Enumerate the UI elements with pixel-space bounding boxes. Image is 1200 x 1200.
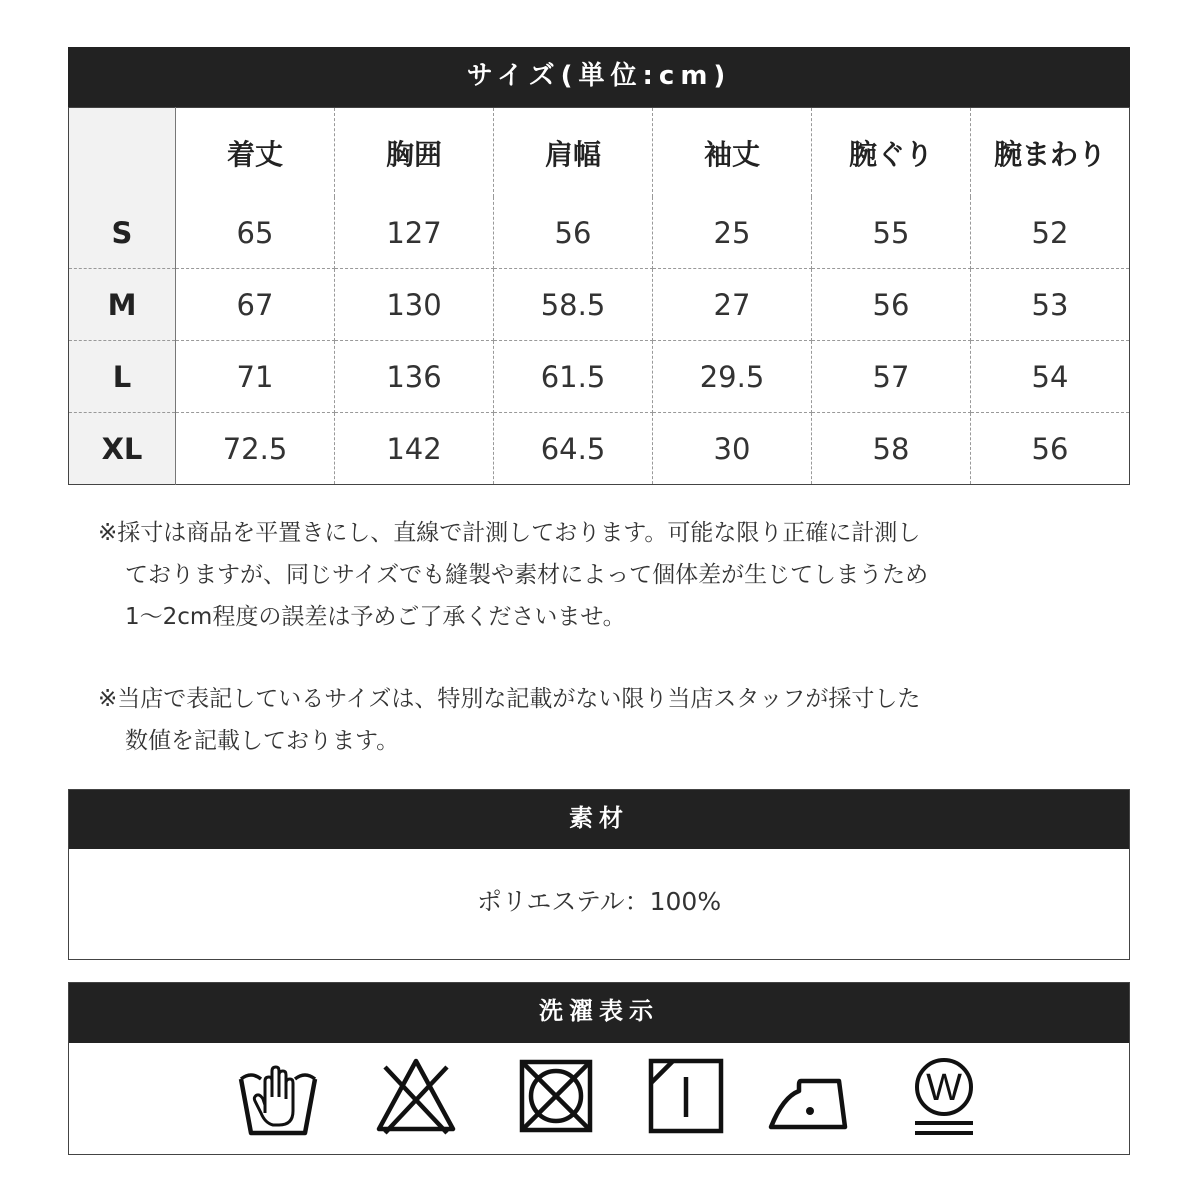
size-cell: 72.5 (176, 413, 335, 485)
column-header: 腕まわり (971, 108, 1130, 198)
care-title: 洗濯表示 (69, 983, 1129, 1043)
size-cell: 142 (335, 413, 494, 485)
size-table-corner (69, 108, 176, 198)
line-dry-shade-icon (643, 1053, 729, 1139)
size-table-title: サイズ(単位:cm) (68, 47, 1130, 107)
size-cell: 25 (653, 197, 812, 269)
size-cell: 64.5 (494, 413, 653, 485)
size-table-header-row (69, 108, 1130, 198)
size-table-section (68, 47, 1130, 485)
size-cell: 58.5 (494, 269, 653, 341)
size-row (69, 413, 1130, 485)
wet-cleaning-label: W (926, 1067, 962, 1109)
size-cell: 127 (335, 197, 494, 269)
size-cell: 130 (335, 269, 494, 341)
size-cell: 52 (971, 197, 1130, 269)
hand-wash-icon (235, 1053, 321, 1139)
wet-cleaning-icon (901, 1053, 987, 1139)
material-text: ポリエステル：100% (476, 887, 722, 916)
size-cell: 56 (494, 197, 653, 269)
size-label: S (69, 197, 176, 269)
size-cell: 65 (176, 197, 335, 269)
note-line: ※当店で表記しているサイズは、特別な記載がない限り当店スタッフが採寸した (98, 686, 921, 712)
size-cell: 55 (812, 197, 971, 269)
size-cell: 53 (971, 269, 1130, 341)
column-header: 着丈 (176, 108, 335, 198)
size-cell: 136 (335, 341, 494, 413)
note-line: ておりますが、同じサイズでも縫製や素材によって個体差が生じてしまうため (125, 562, 929, 588)
size-table (68, 107, 1130, 485)
size-cell: 56 (812, 269, 971, 341)
material-section (68, 789, 1130, 960)
size-cell: 29.5 (653, 341, 812, 413)
care-icons-row (69, 1043, 1129, 1155)
size-cell: 27 (653, 269, 812, 341)
note-line: 1～2cm程度の誤差は予めご了承くださいませ。 (125, 604, 626, 630)
material-title: 素材 (69, 790, 1129, 849)
column-header: 袖丈 (653, 108, 812, 198)
no-bleach-icon (373, 1053, 459, 1139)
size-cell: 61.5 (494, 341, 653, 413)
size-row (69, 341, 1130, 413)
size-cell: 71 (176, 341, 335, 413)
size-label: L (69, 341, 176, 413)
size-cell: 67 (176, 269, 335, 341)
size-display-note (98, 678, 1118, 762)
size-cell: 57 (812, 341, 971, 413)
size-notes (98, 512, 1118, 762)
column-header: 腕ぐり (812, 108, 971, 198)
care-section (68, 982, 1130, 1155)
column-header: 胸囲 (335, 108, 494, 198)
size-label: XL (69, 413, 176, 485)
column-header: 肩幅 (494, 108, 653, 198)
iron-low-icon (767, 1053, 853, 1139)
no-tumble-dry-icon (513, 1053, 599, 1139)
note-line: ※採寸は商品を平置きにし、直線で計測しております。可能な限り正確に計測し (98, 520, 921, 546)
size-cell: 56 (1031, 431, 1069, 466)
size-cell: 58 (812, 413, 971, 485)
size-label: M (69, 269, 176, 341)
size-cell: 30 (653, 413, 812, 485)
measurement-note (98, 512, 1118, 638)
size-cell: 54 (971, 341, 1130, 413)
size-row (69, 269, 1130, 341)
size-row (69, 197, 1130, 269)
note-line: 数値を記載しております。 (125, 728, 400, 754)
